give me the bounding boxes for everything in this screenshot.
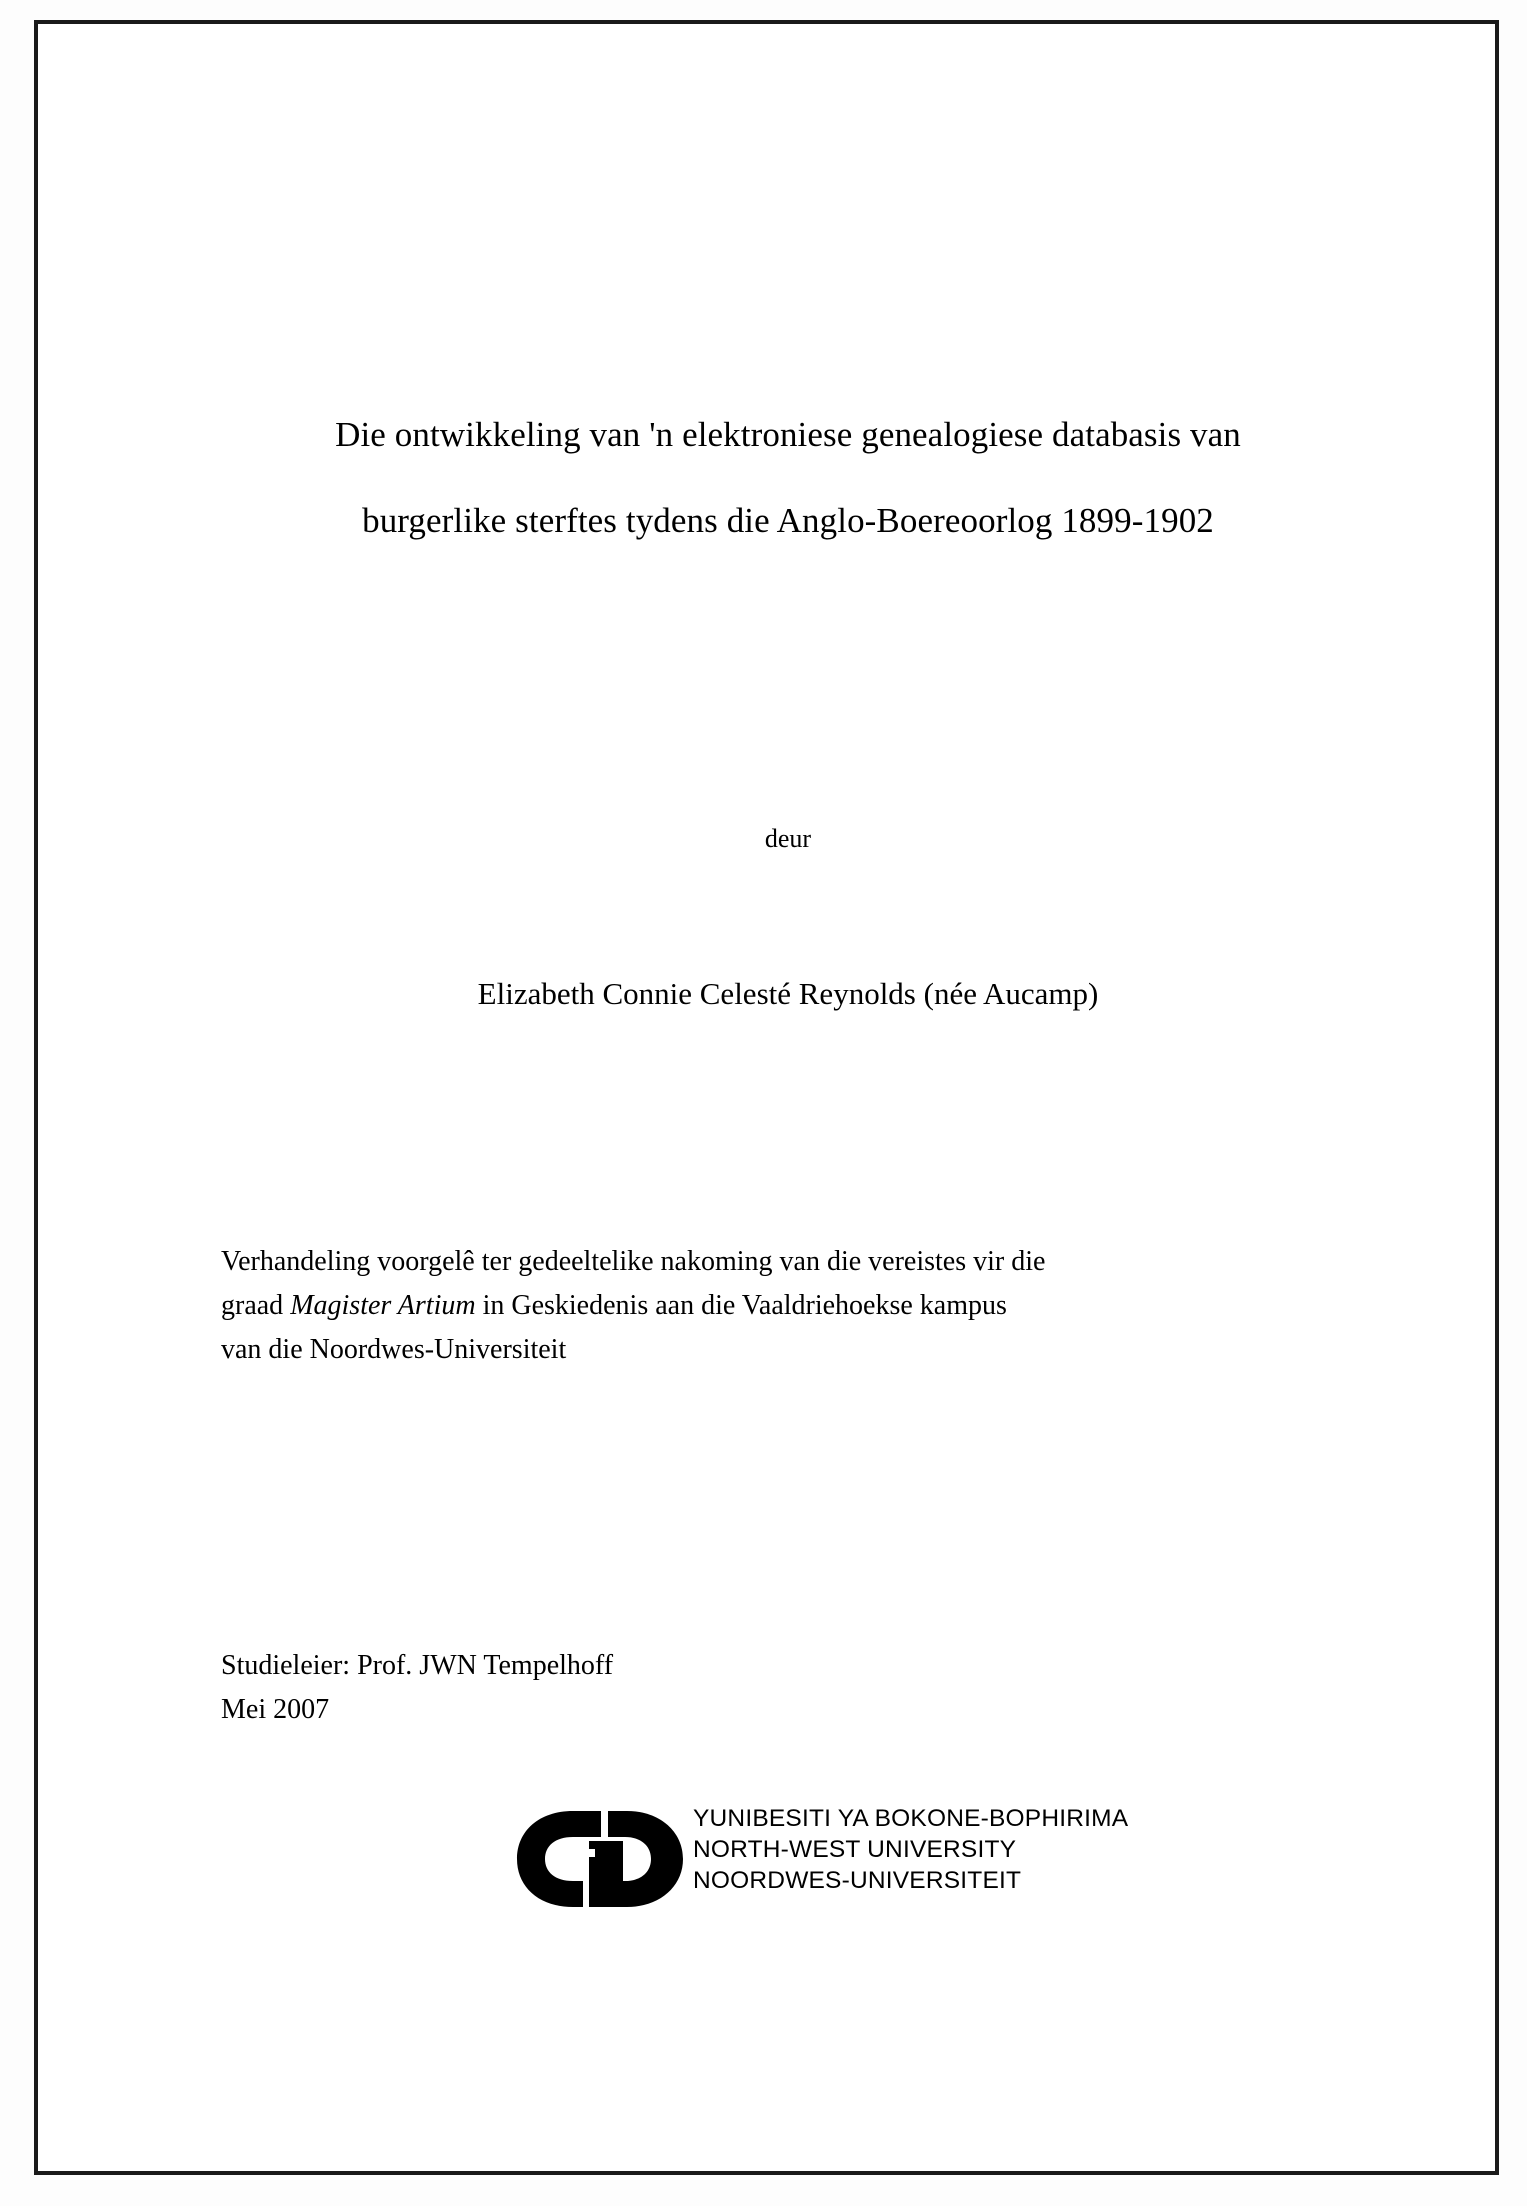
page-title <box>223 392 1353 564</box>
date-line: Mei 2007 <box>221 1694 330 1725</box>
supervisor-block <box>221 1644 1221 1732</box>
author-name: Elizabeth Connie Celesté Reynolds (née Aucamp) <box>477 976 1099 1011</box>
university-logo-block <box>488 1799 1188 1929</box>
page-content <box>188 24 1368 2171</box>
statement-line-2 <box>221 1284 1346 1328</box>
statement-line-3: van die Noordwes-Universiteit <box>221 1334 567 1365</box>
degree-name: Magister Artium <box>290 1290 476 1321</box>
logo-text-line-2: NORTH-WEST UNIVERSITY <box>693 1836 1017 1863</box>
statement-line-2-pre: graad <box>221 1290 291 1321</box>
statement-line-1: Verhandeling voorgelê ter gedeeltelike nakoming van die vereistes vir die <box>221 1246 1046 1277</box>
logo-text-line-3: NOORDWES-UNIVERSITEIT <box>693 1867 1022 1894</box>
logo-text-line-1: YUNIBESITI YA BOKONE-BOPHIRIMA <box>693 1805 1129 1832</box>
dissertation-statement <box>221 1240 1346 1372</box>
statement-line-2-post: in Geskiedenis aan die Vaaldriehoekse kampus <box>475 1290 1007 1321</box>
university-logo-text <box>693 1803 1128 1896</box>
title-line-2: burgerlike sterftes tydens die Anglo-Boereoorlog 1899-1902 <box>362 501 1214 540</box>
north-west-university-logo-icon <box>513 1805 688 1913</box>
title-line-1: Die ontwikkeling van 'n elektroniese genealogiese databasis van <box>335 415 1241 454</box>
page-border-frame <box>34 20 1499 2175</box>
supervisor-line: Studieleier: Prof. JWN Tempelhoff <box>221 1650 614 1681</box>
byline-label: deur <box>764 824 812 853</box>
